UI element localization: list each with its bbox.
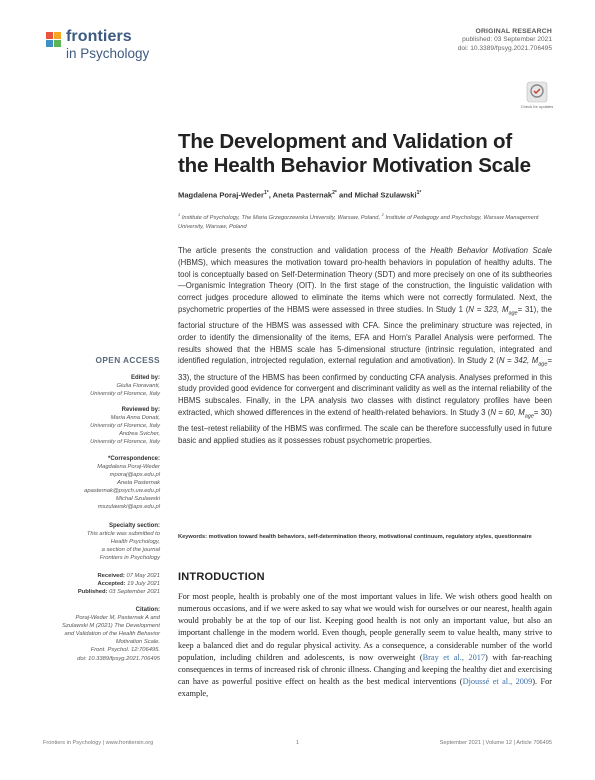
reviewer-2-name[interactable]: Andrea Svicher, xyxy=(119,431,160,438)
citation-heading: Citation: xyxy=(135,607,160,614)
abstract-sub: age xyxy=(524,413,534,420)
editor-affiliation: University of Florence, Italy xyxy=(90,391,160,398)
corr-1-email[interactable]: mporaj@aps.edu.pl xyxy=(109,471,160,478)
specialty-line: This article was submitted to xyxy=(86,531,160,538)
section-heading-introduction: INTRODUCTION xyxy=(178,571,265,583)
reviewer-1-affiliation: University of Florence, Italy xyxy=(90,423,160,430)
abstract-stat: N = 342, M xyxy=(498,356,539,366)
author-2[interactable]: , Aneta Pasternak xyxy=(268,190,333,200)
abstract-text: = 31), the factorial structure of the HBMS was assessed with CFA. Since the preliminary structure was rejected, in order to identify the dimensionality of the items, EFA and Horn's Parallel Analysis were performed. The results showed that the HBMS scale has 5-dimensional structure (intrinsic regulation, integrated and identified regulation, introjected regulation, external regulation and amotivation). In Study 2 ( xyxy=(178,304,552,366)
author-1[interactable]: Magdalena Poraj-Weder xyxy=(178,190,264,200)
abstract xyxy=(178,245,552,447)
corr-2-email[interactable]: apasternak@psych.uw.edu.pl xyxy=(84,487,160,494)
citation-line: Szulawski M (2021) The Development xyxy=(62,623,160,630)
corr-3-email[interactable]: mszulawski@aps.edu.pl xyxy=(97,504,160,511)
intro-paragraph: For most people, health is probably one of the most important values in life. We wish others good health on numerous occasions, and if we were asked to say what we would wish for ourselves or our nearest, health again would probably be at the top of our list. Keeping good health is not only an important value, but also an important challenge in the modern world. Even though, people generally seem to value health, many strive to keep a balanced diet and do regular physical activity. As a consequence, a considerable number of the world population, including children and adolescents, is now overweight ( xyxy=(178,592,552,662)
intro-paragraph: ). For example, xyxy=(178,677,552,699)
corr-3-name: Michał Szulawski xyxy=(115,495,160,502)
received-date: Received: 07 May 2021 xyxy=(97,572,160,579)
reviewer-1-name[interactable]: Maria Anna Donati, xyxy=(110,415,160,422)
journal-logo[interactable] xyxy=(44,26,174,68)
check-for-updates-label: Check for updates xyxy=(520,104,554,109)
article-type: ORIGINAL RESEARCH xyxy=(475,28,552,35)
author-list xyxy=(178,190,421,200)
affiliations: $^1$ Institute of Psychology, The Maria Grzegorzewska University, Warsaw, Poland, $^2$ Institute of Pedagogy and Psychology, Warsaw Management University, Warsaw, Poland xyxy=(178,212,539,230)
citation-link[interactable]: Djoussé et al., 2009 xyxy=(462,677,533,687)
abstract-stat: N = 323, M xyxy=(468,304,509,314)
citation-line: Motivation Scale. xyxy=(115,639,160,646)
author-1-sup: 1* xyxy=(263,190,269,196)
doi-link[interactable]: doi: 10.3389/fpsyg.2021.706495 xyxy=(457,44,552,52)
citation-line: Front. Psychol. 12:706495. xyxy=(90,647,160,654)
abstract-sub: age xyxy=(508,310,518,317)
footer-volume-info: September 2021 | Volume 12 | Article 706495 xyxy=(439,740,552,746)
abstract-text: The article presents the construction and validation process of the xyxy=(178,246,431,255)
published-date: Published: 03 September 2021 xyxy=(77,588,160,595)
author-3-sup: 1* xyxy=(416,190,422,196)
title-line-2: the Health Behavior Motivation Scale xyxy=(178,154,531,177)
footer-journal-link[interactable]: Frontiers in Psychology | www.frontiersin.org xyxy=(43,740,154,746)
specialty-line: Health Psychology, xyxy=(110,539,160,546)
frontiers-logo-icon xyxy=(44,30,64,50)
citation-doi[interactable]: doi: 10.3389/fpsyg.2021.706495 xyxy=(77,655,160,662)
accepted-date: Accepted: 19 July 2021 xyxy=(97,580,160,587)
intro-paragraph: ) with far-reaching consequences in terms of increased risk of chronic illness. Changing and keeping the healthy diet and exercising can have as powerful positive effect on health as the best medical interventions ( xyxy=(178,652,552,687)
abstract-text: = 30) the test–retest reliability of the HBMS was confirmed. The scale can be therefore successfully used in future basic and applied studies as it possesses robust psychometric properties. xyxy=(178,407,552,445)
article-title xyxy=(178,130,558,178)
article-sidebar xyxy=(40,355,160,663)
open-access-label: OPEN ACCESS xyxy=(95,355,160,365)
edited-by-heading: Edited by: xyxy=(130,375,160,381)
article-meta xyxy=(458,28,552,53)
published-line: published: 03 September 2021 xyxy=(462,36,552,44)
abstract-scale-name: Health Behavior Motivation Scale xyxy=(430,246,552,255)
abstract-stat: N = 60, M xyxy=(490,407,525,417)
page-footer xyxy=(43,740,552,754)
abstract-sub: age xyxy=(538,361,548,368)
affiliation-1: Institute of Psychology, The Maria Grzegorzewska University, Warsaw, Poland, xyxy=(181,214,381,221)
specialty-line: Frontiers in Psychology xyxy=(99,555,160,562)
page-number: 1 xyxy=(296,740,300,746)
corr-1-name: Magdalena Poraj-Weder xyxy=(97,463,160,470)
citation-link[interactable]: Bray et al., 2017 xyxy=(422,652,486,662)
abstract-text: = 33), the structure of the HBMS has been confirmed by conducting CFA analysis. Analyses preformed in this study provided good evidence for convergent and discriminant validity as well as the internal reliability of the HBMS subscales. Finally, in the LPA analysis two classes with distinct regulatory profiles have been extracted, which showed differences in the extend of health-related behaviors. In Study 3 ( xyxy=(178,356,552,417)
keywords: Keywords: motivation toward health behaviors, self-determination theory, motivational continuum, regulatory styles, questionnaire xyxy=(178,534,532,540)
citation-line: and Validation of the Health Behavior xyxy=(64,631,160,638)
introduction-text xyxy=(178,591,552,700)
author-3[interactable]: and Michał Szulawski xyxy=(336,190,417,200)
specialty-line: a section of the journal xyxy=(101,547,160,554)
citation-line: Poraj-Weder M, Pasternak A and xyxy=(75,615,160,622)
author-2-sup: 2* xyxy=(332,190,337,196)
abstract-text: (HBMS), which measures the motivation toward pro-health behaviors in population of healthy adults. The tool is conceptually based on Self-Determination Theory (SDT) and more precisely on one of its subtheories—Organismic Integration Theory (OIT). In the first stage of the construction, the linguistic validation with correct judges procedure allowed to eliminate the items which were not correctly formulated. Next, the psychometric properties of the HBMS were assessed in three studies. In Study 1 ( xyxy=(178,257,552,314)
editor-name[interactable]: Giulia Fioravanti, xyxy=(116,383,160,389)
logo-name: frontiers xyxy=(66,28,132,45)
reviewed-by-heading: Reviewed by: xyxy=(121,407,160,414)
specialty-heading: Specialty section: xyxy=(108,523,160,530)
affiliation-2: Institute of Pedagogy and Psychology, Warsaw Management University, Warsaw, Poland xyxy=(178,214,539,230)
check-for-updates-icon[interactable] xyxy=(526,81,548,103)
reviewer-2-affiliation: University of Florence, Italy xyxy=(90,439,160,446)
corr-2-name: Aneta Pasternak xyxy=(117,479,160,486)
logo-journal: in Psychology xyxy=(66,46,150,61)
title-line-1: The Development and Validation of xyxy=(178,130,512,153)
correspondence-heading: *Correspondence: xyxy=(107,455,160,462)
